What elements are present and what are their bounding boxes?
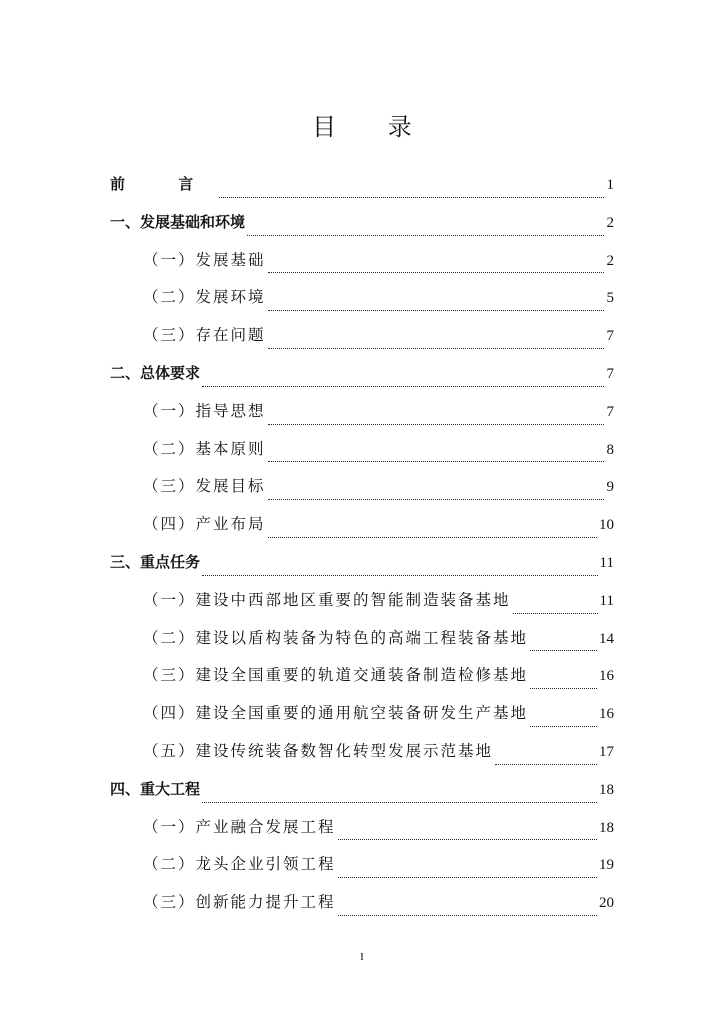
leader-dots	[268, 424, 604, 425]
toc-page-number: 19	[599, 857, 614, 874]
toc-page-number: 16	[599, 668, 614, 685]
toc-entry-text: 二、总体要求	[110, 363, 201, 382]
toc-entry-3-2[interactable]	[110, 623, 614, 661]
toc-page-number: 17	[599, 743, 614, 760]
leader-dots	[202, 575, 598, 576]
toc-entry-3-1[interactable]	[110, 585, 614, 623]
toc-entry-3-5[interactable]	[110, 736, 614, 774]
leader-dots	[530, 726, 597, 727]
toc-page-number: 11	[599, 554, 614, 571]
toc-entry-text: 前 言	[110, 175, 218, 193]
toc-entry-3-3[interactable]	[110, 660, 614, 698]
toc-entry-text: （四）建设全国重要的通用航空装备研发生产基地	[143, 704, 529, 723]
leader-dots	[338, 877, 597, 878]
toc-page-number: 1	[606, 177, 614, 193]
leader-dots	[219, 197, 604, 198]
leader-dots	[268, 348, 604, 349]
toc-entry-2-4[interactable]	[110, 509, 614, 547]
toc-entry-4-3[interactable]	[110, 887, 614, 925]
toc-entry-text: （一）产业融合发展工程	[143, 817, 336, 836]
leader-dots	[202, 802, 597, 803]
toc-entry-text: （三）发展目标	[143, 477, 266, 496]
toc-entry-section-2[interactable]	[110, 358, 614, 396]
leader-dots	[338, 915, 597, 916]
toc-entry-text: 一、发展基础和环境	[110, 212, 246, 231]
toc-page-number: 5	[606, 290, 614, 307]
toc-entry-section-4[interactable]	[110, 774, 614, 812]
leader-dots	[202, 386, 604, 387]
toc-entry-text: （二）基本原则	[143, 439, 266, 458]
toc-entry-2-2[interactable]	[110, 434, 614, 472]
page-number-footer: I	[360, 951, 364, 963]
toc-entry-text: 四、重大工程	[110, 779, 201, 798]
toc-entry-text: （四）产业布局	[143, 515, 266, 534]
toc-page-number: 16	[599, 706, 614, 723]
leader-dots	[495, 764, 597, 765]
toc-entry-2-3[interactable]	[110, 471, 614, 509]
toc-entry-text: （三）创新能力提升工程	[143, 893, 336, 912]
toc-entry-3-4[interactable]	[110, 698, 614, 736]
toc-page-number: 10	[599, 517, 614, 534]
leader-dots	[530, 650, 597, 651]
toc-entry-1-2[interactable]	[110, 282, 614, 320]
leader-dots	[513, 613, 598, 614]
toc-entry-2-1[interactable]	[110, 396, 614, 434]
leader-dots	[268, 272, 604, 273]
toc-entry-preface[interactable]	[110, 169, 614, 207]
toc-page-number: 14	[599, 630, 614, 647]
toc-entry-section-1[interactable]	[110, 207, 614, 245]
toc-entry-text: （二）龙头企业引领工程	[143, 855, 336, 874]
toc-entry-text: （五）建设传统装备数智化转型发展示范基地	[143, 741, 494, 760]
leader-dots	[338, 839, 597, 840]
toc-entry-text: （二）建设以盾构装备为特色的高端工程装备基地	[143, 628, 529, 647]
toc-entry-text: （三）存在问题	[143, 326, 266, 345]
toc-page-number: 11	[599, 592, 614, 609]
toc-entry-1-1[interactable]	[110, 245, 614, 283]
toc-entry-text: （一）指导思想	[143, 401, 266, 420]
toc-entry-4-2[interactable]	[110, 849, 614, 887]
toc-list	[110, 169, 614, 925]
leader-dots	[268, 461, 604, 462]
toc-entry-text: （二）发展环境	[143, 288, 266, 307]
toc-page-number: 7	[606, 403, 614, 420]
toc-entry-1-3[interactable]	[110, 320, 614, 358]
toc-page-number: 7	[606, 328, 614, 345]
toc-page-number: 2	[606, 252, 614, 269]
toc-entry-text: 三、重点任务	[110, 552, 201, 571]
toc-page-number: 20	[599, 895, 614, 912]
toc-page-number: 7	[606, 365, 614, 382]
toc-page-number: 8	[606, 441, 614, 458]
toc-page-number: 18	[599, 819, 614, 836]
leader-dots	[247, 235, 604, 236]
toc-page-number: 18	[599, 781, 614, 798]
toc-title: 目 录	[312, 113, 434, 141]
leader-dots	[268, 310, 604, 311]
toc-entry-text: （三）建设全国重要的轨道交通装备制造检修基地	[143, 666, 529, 685]
leader-dots	[268, 537, 597, 538]
toc-entry-text: （一）发展基础	[143, 250, 266, 269]
toc-entry-section-3[interactable]	[110, 547, 614, 585]
leader-dots	[268, 499, 604, 500]
toc-entry-text: （一）建设中西部地区重要的智能制造装备基地	[143, 590, 511, 609]
toc-page-number: 9	[606, 479, 614, 496]
toc-entry-4-1[interactable]	[110, 812, 614, 850]
toc-page-number: 2	[606, 214, 614, 231]
leader-dots	[530, 688, 597, 689]
